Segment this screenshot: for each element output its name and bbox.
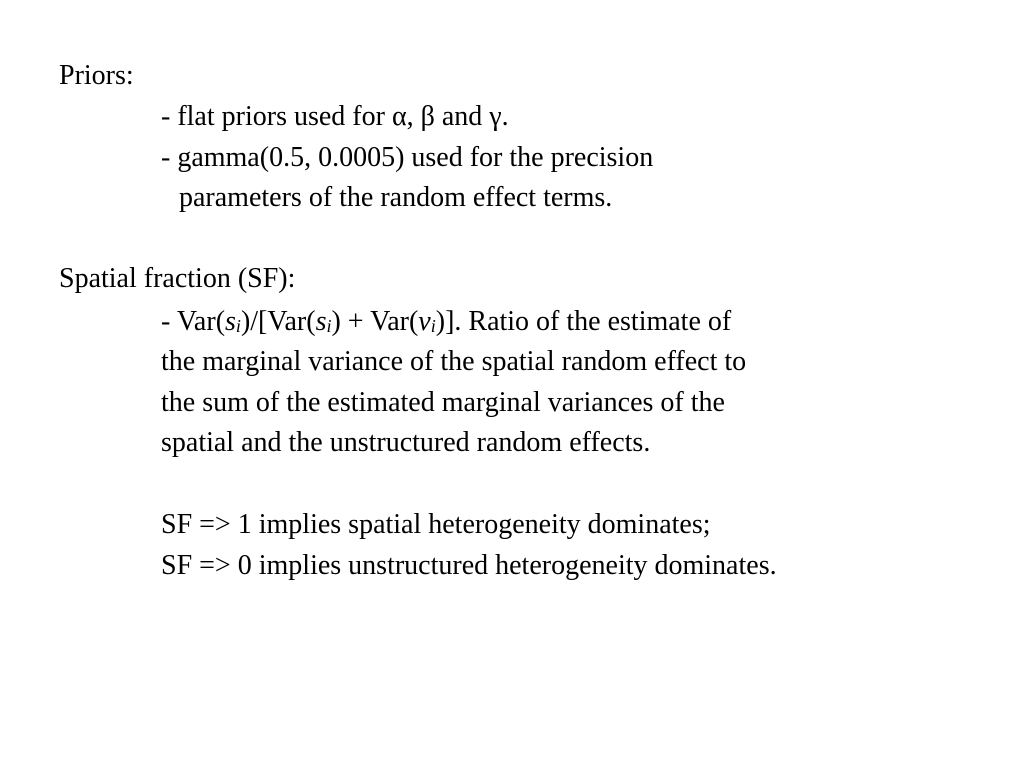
spatial-fraction-desc-3: the sum of the estimated marginal variances of the — [161, 387, 725, 418]
beta-symbol: β — [420, 101, 435, 132]
priors-gamma-continuation: parameters of the random effect terms. — [179, 182, 613, 213]
priors-gamma-line: - gamma(0.5, 0.0005) used for the precision — [161, 142, 654, 173]
formula-v-var: v — [418, 306, 431, 337]
formula-part-2: )/[Var( — [240, 306, 316, 337]
formula-s-var-1: s — [225, 306, 236, 337]
priors-heading: Priors: — [59, 60, 134, 91]
gamma-symbol: γ — [489, 101, 502, 132]
priors-flat-end: . — [501, 101, 509, 132]
priors-flat-prefix: - flat priors used for — [161, 101, 392, 132]
spatial-fraction-desc-4: spatial and the unstructured random effects. — [161, 427, 651, 458]
spatial-fraction-heading: Spatial fraction (SF): — [59, 263, 296, 294]
formula-s-var-2: s — [315, 306, 327, 337]
formula-sub-2: i — [326, 316, 332, 336]
alpha-symbol: α — [391, 101, 407, 132]
priors-flat-line — [161, 97, 509, 137]
formula-part-1: - Var( — [161, 306, 226, 337]
formula-part-3: ) + Var( — [331, 306, 419, 337]
priors-flat-sep: , — [406, 101, 421, 132]
formula-part-4: )]. Ratio of the estimate of — [435, 306, 732, 337]
formula-sub-3: i — [430, 316, 436, 336]
priors-flat-and: and — [434, 101, 490, 132]
sf-implication-unstructured: SF => 0 implies unstructured heterogeneity dominates. — [161, 550, 777, 581]
spatial-fraction-desc-2: the marginal variance of the spatial random effect to — [161, 346, 747, 377]
formula-sub-1: i — [235, 316, 241, 336]
spatial-fraction-formula — [161, 302, 731, 342]
sf-implication-spatial: SF => 1 implies spatial heterogeneity dominates; — [161, 509, 711, 540]
